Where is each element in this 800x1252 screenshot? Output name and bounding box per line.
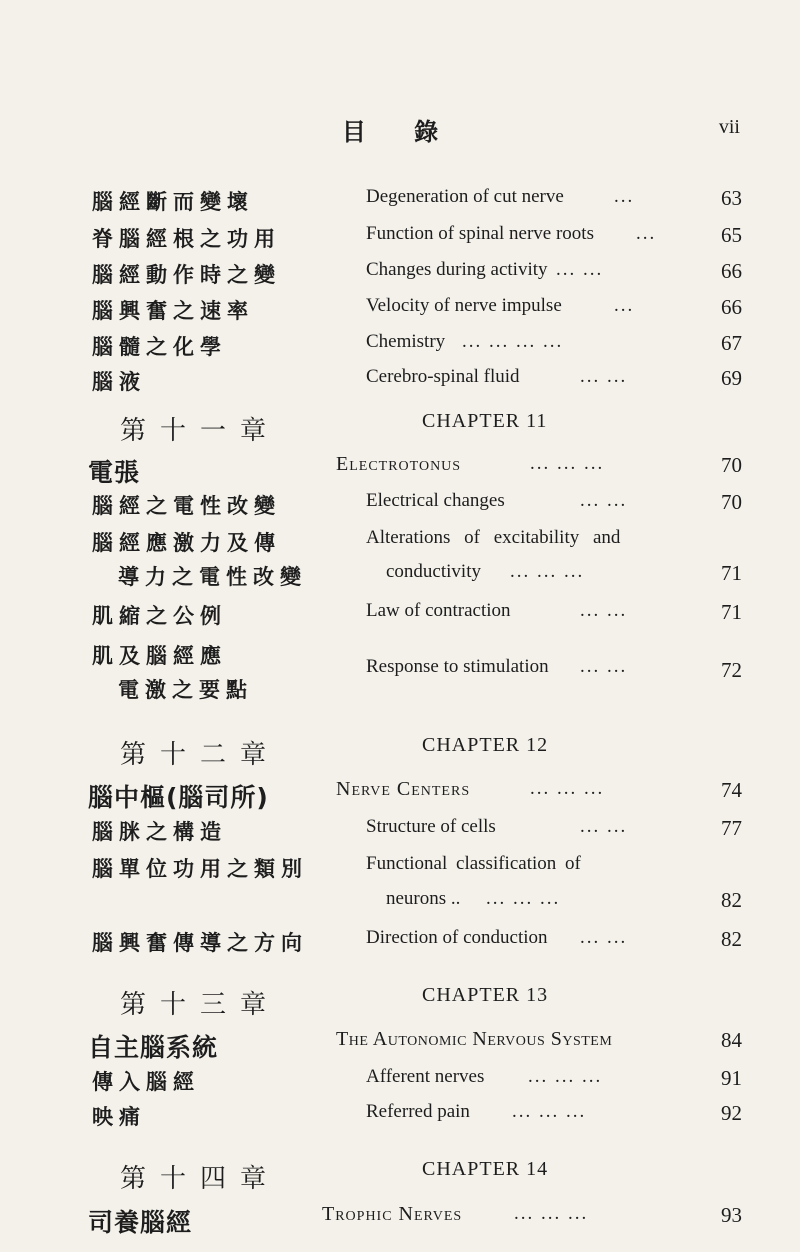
toc-zh: 腦經斷而變壞 [92,190,254,214]
toc-page: 70 [721,453,742,477]
toc-row[interactable] [0,1066,800,1100]
toc-zh: 腦經應激力及傳 [92,531,281,555]
chapter-en: CHAPTER 12 [422,734,549,756]
toc-page: 93 [721,1203,742,1227]
toc-page: 66 [721,259,742,283]
chapter-zh: 第十四章 [120,1164,281,1194]
toc-row[interactable] [0,561,800,595]
section-en: Electrotonus [336,453,462,475]
toc-en: Afferent nerves [366,1066,485,1087]
toc-row[interactable] [0,259,800,293]
section-en: Trophic Nerves [322,1203,463,1225]
toc-page: 72 [721,658,742,682]
toc-zh: 肌縮之公例 [92,604,227,628]
toc-page: 63 [721,186,742,210]
section-zh: 電張 [88,458,141,487]
chapter-zh: 第十二章 [120,740,281,770]
toc-en: conductivity [386,561,481,582]
leader-dots: ... ... ... [512,1101,587,1122]
leader-dots: ... ... [580,600,628,621]
section-title-row[interactable] [0,453,800,487]
toc-page: 92 [721,1101,742,1125]
toc-zh: 映痛 [92,1105,146,1129]
section-title-row[interactable] [0,1028,800,1062]
toc-en: Changes during activity [366,259,548,280]
toc-en: Law of contraction [366,600,511,621]
leader-dots: ... ... [580,927,628,948]
toc-row[interactable] [0,1101,800,1135]
toc-zh: 傳入腦經 [92,1070,200,1094]
toc-row[interactable] [0,186,800,220]
toc-page: 70 [721,490,742,514]
toc-row[interactable] [0,853,800,887]
toc-zh: 脊腦經根之功用 [92,227,281,251]
chapter-heading [0,984,800,1018]
toc-row[interactable] [0,331,800,365]
toc-page: 74 [721,778,742,802]
toc-row[interactable] [0,295,800,329]
toc-en: Degeneration of cut nerve [366,186,564,207]
section-title-row[interactable] [0,1203,800,1237]
toc-row[interactable] [0,223,800,257]
toc-en: Alterations of excitability and [366,527,621,548]
page-number: vii [718,116,740,138]
toc-row[interactable] [0,927,800,961]
chapter-en: CHAPTER 13 [422,984,549,1006]
leader-dots: ... ... ... ... [462,331,564,352]
chapter-heading [0,410,800,444]
chapter-zh: 第十一章 [120,416,281,446]
section-zh: 司養腦經 [88,1208,193,1237]
toc-en: Functional classification of [366,853,581,874]
toc-zh: 腦興奮傳導之方向 [92,931,308,955]
toc-en: Structure of cells [366,816,496,837]
toc-row[interactable] [0,527,800,561]
section-en: The Autonomic Nervous System [336,1028,613,1050]
toc-zh: 腦髓之化學 [92,335,227,359]
leader-dots: ... ... ... [528,1066,603,1087]
toc-page: 71 [721,561,742,585]
toc-page: 84 [721,1028,742,1052]
toc-page: 69 [721,366,742,390]
toc-en: neurons .. [386,888,461,909]
leader-dots: ... ... ... [486,888,561,909]
leader-dots: ... [636,223,657,244]
toc-zh: 肌及腦經應 [92,644,227,668]
toc-zh: 腦液 [92,370,146,394]
toc-en: Function of spinal nerve roots [366,223,594,244]
toc-en: Cerebro-spinal fluid [366,366,520,387]
chapter-heading [0,1158,800,1192]
toc-zh: 腦單位功用之類別 [92,857,308,881]
chapter-en: CHAPTER 14 [422,1158,549,1180]
toc-page: 66 [721,295,742,319]
toc-row[interactable] [0,600,800,634]
leader-dots: ... ... [580,366,628,387]
toc-en: Response to stimulation [366,656,549,677]
toc-en: Electrical changes [366,490,505,511]
toc-zh: 腦脒之構造 [92,820,227,844]
leader-dots: ... ... ... [530,778,605,799]
toc-zh: 腦經之電性改變 [92,494,281,518]
toc-row[interactable] [0,816,800,850]
leader-dots: ... [614,186,635,207]
section-zh: 自主腦系統 [88,1033,219,1062]
toc-en: Referred pain [366,1101,470,1122]
page-title: 目 錄 [341,118,459,146]
leader-dots: ... ... ... [510,561,585,582]
toc-page: 71 [721,600,742,624]
toc-row[interactable] [0,888,800,922]
toc-zh: 腦經動作時之變 [92,263,281,287]
section-zh: 腦中樞(腦司所) [88,783,269,812]
toc-page: 67 [721,331,742,355]
leader-dots: ... ... [580,490,628,511]
section-en: Nerve Centers [336,778,471,800]
leader-dots: ... ... [580,656,628,677]
toc-row[interactable] [0,366,800,400]
toc-page: 82 [721,888,742,912]
section-title-row[interactable] [0,778,800,812]
toc-zh: 導力之電性改變 [118,565,307,589]
leader-dots: ... ... [556,259,604,280]
chapter-zh: 第十三章 [120,990,281,1020]
chapter-heading [0,734,800,768]
toc-en: Chemistry [366,331,446,352]
toc-page: 91 [721,1066,742,1090]
toc-row[interactable] [0,490,800,524]
leader-dots: ... [614,295,635,316]
toc-zh: 腦興奮之速率 [92,299,254,323]
leader-dots: ... ... ... [530,453,605,474]
toc-page: 65 [721,223,742,247]
toc-page: 82 [721,927,742,951]
chapter-en: CHAPTER 11 [422,410,548,432]
toc-en: Direction of conduction [366,927,548,948]
toc-en: Velocity of nerve impulse [366,295,562,316]
leader-dots: ... ... [580,816,628,837]
leader-dots: ... ... ... [514,1203,589,1224]
toc-page: 77 [721,816,742,840]
toc-zh: 電激之要點 [118,678,253,702]
